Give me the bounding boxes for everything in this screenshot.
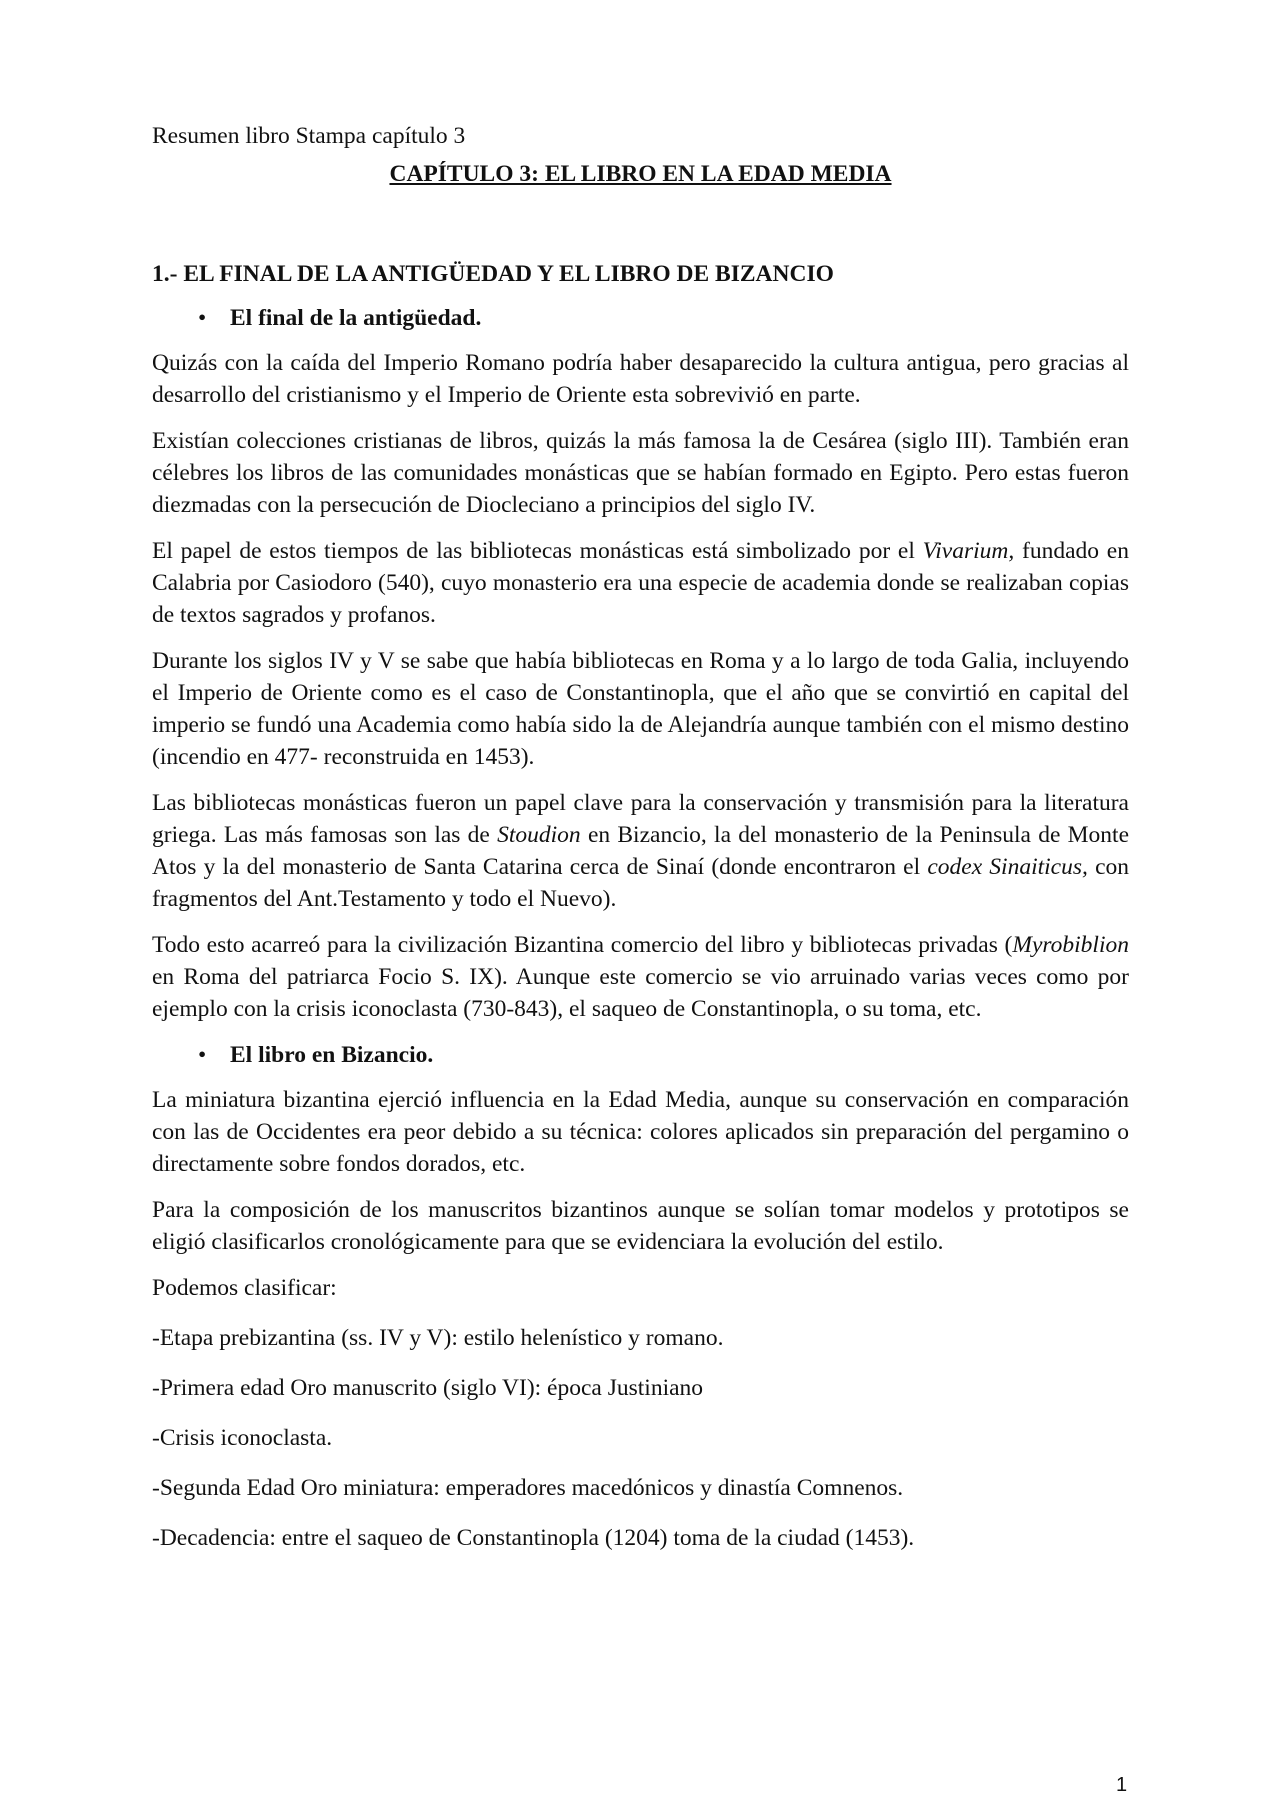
list-item: -Etapa prebizantina (ss. IV y V): estilo helenístico y romano. — [152, 1325, 724, 1351]
text-run: con fragmentos del Ant.Testamento y todo el Nuevo). — [152, 854, 1129, 912]
paragraph: Para la composición de los manuscritos bizantinos aunque se solían tomar modelos y prototipos se eligió clasificarlos cronológicamente para que se evidenciara la evolución del estilo. — [152, 1197, 1129, 1255]
page-content — [152, 120, 1129, 1572]
bullet-heading-text: El final de la antigüedad. — [230, 305, 482, 331]
text-run: en Roma del patriarca Focio S. IX). Aunque este comercio se vio arruinado varias veces como por ejemplo con la crisis iconoclasta (730-843), el saqueo de Constantinopla, o su toma, etc. — [152, 964, 1129, 1022]
bullet-heading-libro-bizancio — [152, 1039, 1129, 1071]
list-item: -Decadencia: entre el saqueo de Constantinopla (1204) toma de la ciudad (1453). — [152, 1525, 915, 1551]
bullet-icon: • — [198, 305, 207, 331]
section-title: 1.- EL FINAL DE LA ANTIGÜEDAD Y EL LIBRO DE BIZANCIO — [152, 261, 834, 287]
paragraph — [152, 535, 1129, 631]
chapter-title: CAPÍTULO 3: EL LIBRO EN LA EDAD MEDIA — [389, 161, 892, 187]
text-run: Todo esto acarreó para la civilización Bizantina comercio del libro y bibliotecas privadas ( — [152, 932, 1013, 958]
text-run: El papel de estos tiempos de las bibliotecas monásticas está simbolizado por el — [152, 538, 923, 564]
bullet-heading-final-antiguedad — [152, 302, 1129, 334]
paragraph: La miniatura bizantina ejerció influencia en la Edad Media, aunque su conservación en comparación con las de Occidentes era peor debido a su técnica: colores aplicados sin preparación del pergamino o directamente sobre fondos dorados, etc. — [152, 1087, 1129, 1177]
paragraph: Existían colecciones cristianas de libros, quizás la más famosa la de Cesárea (siglo III). También eran célebres los libros de las comunidades monásticas que se habían formado en Egipto. Pero estas fueron diezmadas con la persecución de Diocleciano a principios del siglo IV. — [152, 428, 1129, 518]
document-header: Resumen libro Stampa capítulo 3 — [152, 123, 466, 149]
paragraph — [152, 929, 1129, 1025]
paragraph: Podemos clasificar: — [152, 1275, 337, 1301]
page-number: 1 — [1116, 1774, 1128, 1796]
paragraph — [152, 787, 1129, 915]
text-run: en Bizancio, la del monasterio de la Peninsula de Monte Atos y la del monasterio de Santa Catarina cerca de Sinaí (donde encontraron el — [152, 822, 1129, 880]
bullet-heading-text: El libro en Bizancio. — [230, 1042, 434, 1068]
bullet-icon: • — [198, 1042, 207, 1068]
list-item: -Segunda Edad Oro miniatura: emperadores macedónicos y dinastía Comnenos. — [152, 1475, 904, 1501]
paragraph: Quizás con la caída del Imperio Romano podría haber desaparecido la cultura antigua, pero gracias al desarrollo del cristianismo y el Imperio de Oriente esta sobrevivió en parte. — [152, 350, 1129, 408]
italic-term: codex Sinaiticus, — [927, 854, 1088, 880]
list-item: -Primera edad Oro manuscrito (siglo VI): época Justiniano — [152, 1375, 704, 1401]
text-run: Las bibliotecas monásticas fueron un papel clave para la conservación y transmisión para la literatura griega. Las más famosas son las de — [152, 790, 1129, 848]
paragraph: Durante los siglos IV y V se sabe que había bibliotecas en Roma y a lo largo de toda Galia, incluyendo el Imperio de Oriente como es el caso de Constantinopla, que el año que se convirtió en capital del imperio se fundó una Academia como había sido la de Alejandría aunque también con el mismo destino (incendio en 477- reconstruida en 1453). — [152, 648, 1129, 770]
list-item: -Crisis iconoclasta. — [152, 1425, 333, 1451]
italic-term: Stoudion — [497, 822, 581, 848]
text-run: fundado en Calabria por Casiodoro (540), cuyo monasterio era una especie de academia donde se realizaban copias de textos sagrados y profanos. — [152, 538, 1129, 628]
italic-term: Vivarium, — [922, 538, 1015, 564]
italic-term: Myrobiblion — [1012, 932, 1129, 958]
